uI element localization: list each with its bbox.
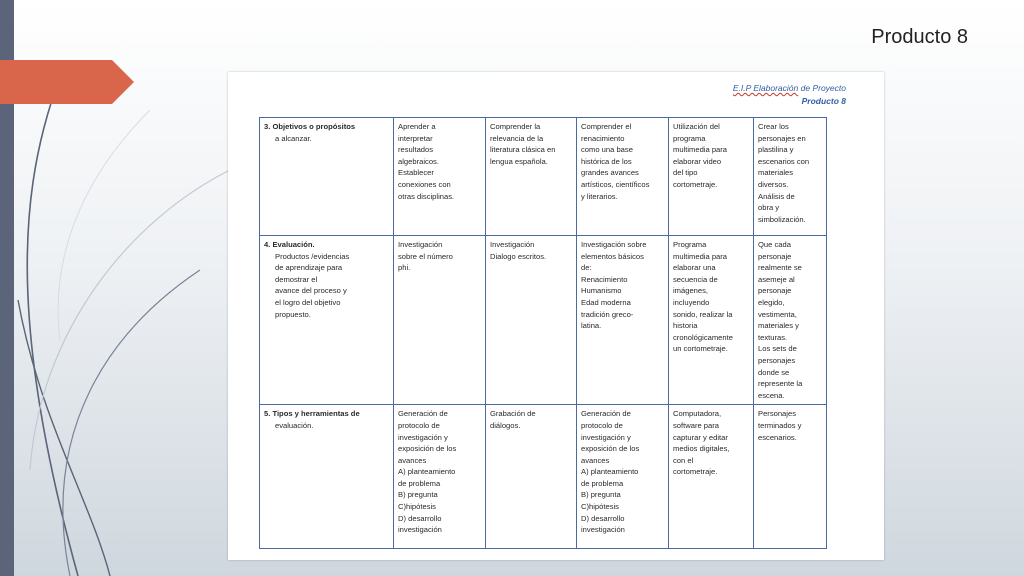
document-header xyxy=(733,82,846,108)
table-row xyxy=(260,236,827,405)
row-label-evaluacion xyxy=(260,236,394,405)
title-arrow-shape xyxy=(0,60,134,104)
table-cell: Investigación sobre el número phi. xyxy=(394,236,486,405)
table-cell: Generación de protocolo de investigación y exposición de los avances A) planteamiento de problema B) pregunta C)hipótesis D) desarrollo investigación xyxy=(394,405,486,549)
row-label-tipos xyxy=(260,405,394,549)
table-cell: Investigación sobre elementos básicos de: Renacimiento Humanismo Edad moderna tradición greco- latina. xyxy=(577,236,669,405)
row-label-head: 4. Evaluación. xyxy=(264,240,315,249)
row-label-objetivos xyxy=(260,118,394,236)
table-cell: Comprender el renacimiento como una base histórica de los grandes avances artísticos, científicos y literarios. xyxy=(577,118,669,236)
table-cell: Programa multimedia para elaborar una secuencia de imágenes, incluyendo sonido, realizar la historia cronológicamente un cortometraje. xyxy=(669,236,754,405)
table-row xyxy=(260,405,827,549)
project-table xyxy=(259,117,827,549)
table-cell: Crear los personajes en plastilina y escenarios con materiales diversos. Análisis de obra y simbolización. xyxy=(754,118,827,236)
header-program: E.I.P Elaboración xyxy=(732,83,799,93)
table-cell: Personajes terminados y escenarios. xyxy=(754,405,827,549)
table-cell: Generación de protocolo de investigación y exposición de los avances A) planteamiento de problema B) pregunta C)hipótesis D) desarrollo investigación xyxy=(577,405,669,549)
table-cell: Comprender la relevancia de la literatura clásica en lengua española. xyxy=(486,118,577,236)
table-cell: Computadora, software para capturar y editar medios digitales, con el cortometraje. xyxy=(669,405,754,549)
table-cell: Utilización del programa multimedia para elaborar video del tipo cortometraje. xyxy=(669,118,754,236)
row-label-rest: Productos /evidencias de aprendizaje para demostrar el avance del proceso y el logro del objetivo propuesto. xyxy=(275,251,350,319)
row-label-head: 3. Objetivos o propósitos xyxy=(264,122,356,131)
table-row xyxy=(260,118,827,236)
table-cell: Que cada personaje realmente se asemeje al personaje elegido, vestimenta, materiales y texturas. Los sets de personajes donde se represente la escena. xyxy=(754,236,827,405)
header-product: Producto 8 xyxy=(801,96,846,106)
table-cell: Investigación Dialogo escritos. xyxy=(486,236,577,405)
row-label-rest: evaluación. xyxy=(275,420,314,430)
row-label-head: 5. Tipos y herramientas de xyxy=(264,409,360,419)
table-cell: Aprender a interpretar resultados algebraicos. Establecer conexiones con otras disciplinas. xyxy=(394,118,486,236)
header-suffix: de Proyecto xyxy=(798,83,846,93)
document-image xyxy=(228,72,884,560)
slide-title: Producto 8 xyxy=(871,26,968,48)
row-label-rest: a alcanzar. xyxy=(275,133,312,143)
table-cell: Grabación de diálogos. xyxy=(486,405,577,549)
